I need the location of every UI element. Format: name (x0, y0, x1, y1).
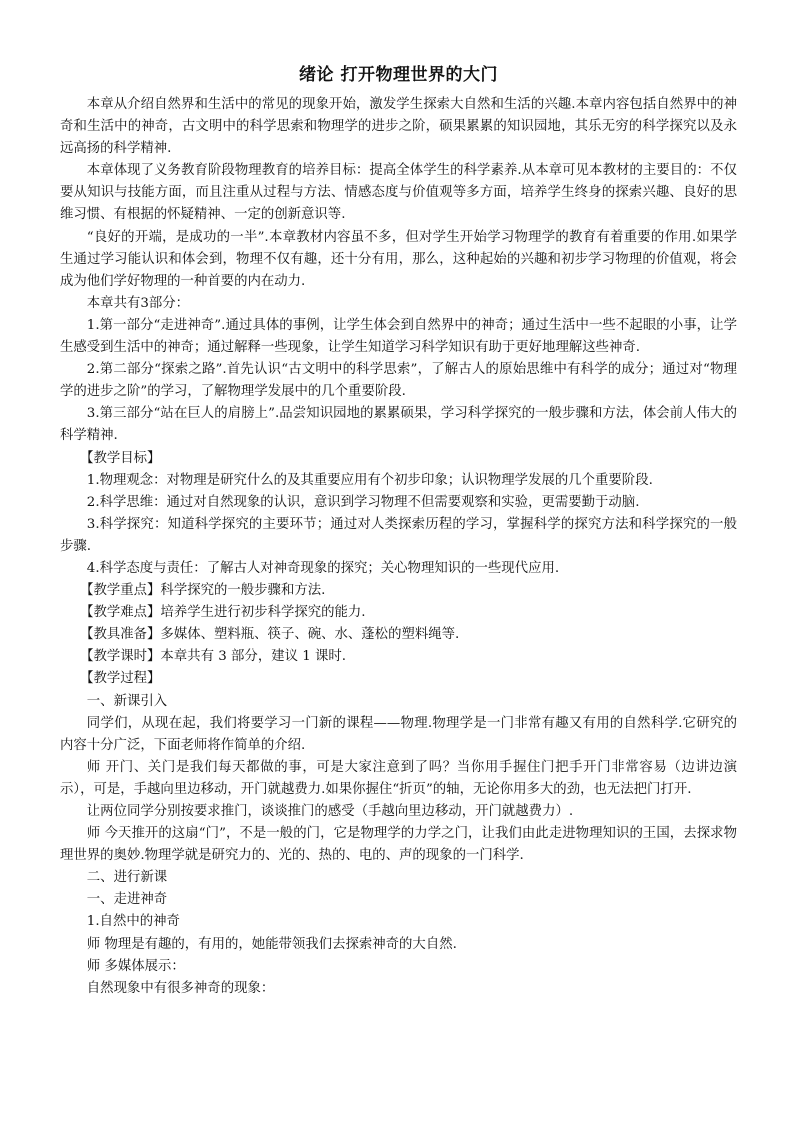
objective-3: 3.科学探究：知道科学探究的主要环节；通过对人类探索历程的学习，掌握科学的探究方法和科学探究的一般步骤. (60, 516, 737, 554)
paragraph-multimedia: 师 多媒体展示： (86, 958, 185, 974)
teaching-difficulty: 【教学难点】培养学生进行初步科学探究的能力. (80, 605, 366, 621)
document-page (60, 62, 737, 1000)
section-new-lesson: 二、进行新课 (86, 870, 168, 886)
objective-2: 2.科学思维：通过对自然现象的认识，意识到学习物理不但需要观察和实验，更需要勤于动脑. (86, 494, 640, 510)
paragraph-push-door: 让两位同学分别按要求推门，谈谈推门的感受（手越向里边移动，开门就越费力）. (86, 804, 574, 819)
paragraph-door-demo: 师 开门、关门是我们每天都做的事，可是大家注意到了吗？当你用手握住门把手开门非常容易（边讲边演示），可是，手越向里边移动，开门就越费力.如果你握住“折页”的轴，无论你用多大的劲，也无法把门打开. (60, 759, 737, 797)
paragraph-quote: “良好的开端，是成功的一半”.本章教材内容虽不多，但对学生开始学习物理学的教育有着重要的作用.如果学生通过学习能认识和体会到，物理不仅有趣，还十分有用，那么，这种起始的兴趣和初步学习物理的价值观，将会成为他们学好物理的一种首要的内在动力. (60, 229, 737, 289)
teaching-materials: 【教具准备】多媒体、塑料瓶、筷子、碗、水、蓬松的塑料绳等. (80, 627, 460, 643)
objective-1: 1.物理观念：对物理是研究什么的及其重要应用有个初步印象；认识物理学发展的几个重要阶段. (86, 472, 653, 488)
paragraph-intro: 本章从介绍自然界和生活中的常见的现象开始，激发学生探索大自然和生活的兴趣.本章内容包括自然界中的神奇和生活中的神奇，古文明中的科学思索和物理学的进步之阶，硕果累累的知识园地，其乐无穷的科学探究以及永远高扬的科学精神. (60, 97, 737, 157)
paragraph-part-1: 1.第一部分“走进神奇”.通过具体的事例，让学生体会到自然界中的神奇；通过生活中一些不起眼的小事，让学生感受到生活中的神奇；通过解释一些现象，让学生知道学习科学知识有助于更好地理解这些神奇. (60, 317, 737, 356)
subsection-nature-wonder: 1.自然中的神奇 (86, 914, 180, 930)
page-title: 绪论 打开物理世界的大门 (299, 65, 498, 85)
paragraph-physics-door: 师 今天推开的这扇“门”，不是一般的门，它是物理学的力学之门，让我们由此走进物理知识的王国，去探求物理世界的奥妙.物理学就是研究力的、光的、热的、电的、声的现象的一门科学. (60, 826, 737, 864)
paragraph-part-3: 3.第三部分“站在巨人的肩膀上”.品尝知识园地的累累硕果，学习科学探究的一般步骤和方法，体会前人伟大的科学精神. (60, 406, 737, 444)
heading-teaching-process: 【教学过程】 (80, 671, 161, 687)
teaching-key-point: 【教学重点】科学探究的一般步骤和方法. (80, 583, 326, 599)
paragraph-natural-phenomena: 自然现象中有很多神奇的现象： (86, 980, 275, 996)
paragraph-goals: 本章体现了义务教育阶段物理教育的培养目标：提高全体学生的科学素养.从本章可见本教材的主要目的：不仅要从知识与技能方面，而且注重从过程与方法、情感态度与价值观等多方面，培养学生终身的探索兴趣、良好的思维习惯、有根据的怀疑精神、一定的创新意识等. (60, 163, 737, 223)
heading-teaching-objectives: 【教学目标】 (80, 450, 161, 466)
section-new-lesson-intro: 一、新课引入 (86, 693, 168, 709)
paragraph-students: 同学们，从现在起，我们将要学习一门新的课程——物理.物理学是一门非常有趣又有用的自然科学.它研究的内容十分广泛，下面老师将作简单的介绍. (60, 715, 737, 753)
paragraph-physics-fun: 师 物理是有趣的，有用的，她能带领我们去探索神奇的大自然. (86, 936, 457, 952)
paragraph-parts-count: 本章共有3部分： (86, 295, 190, 311)
teaching-hours: 【教学课时】本章共有 3 部分，建议 1 课时. (80, 649, 347, 665)
paragraph-part-2: 2.第二部分“探索之路”.首先认识“古文明中的科学思索”，了解古人的原始思维中有科学的成分；通过对“物理学的进步之阶”的学习，了解物理学发展中的几个重要阶段. (60, 362, 737, 400)
section-into-wonder: 一、走进神奇 (86, 892, 168, 908)
objective-4: 4.科学态度与责任：了解古人对神奇现象的探究；关心物理知识的一些现代应用. (86, 560, 560, 576)
